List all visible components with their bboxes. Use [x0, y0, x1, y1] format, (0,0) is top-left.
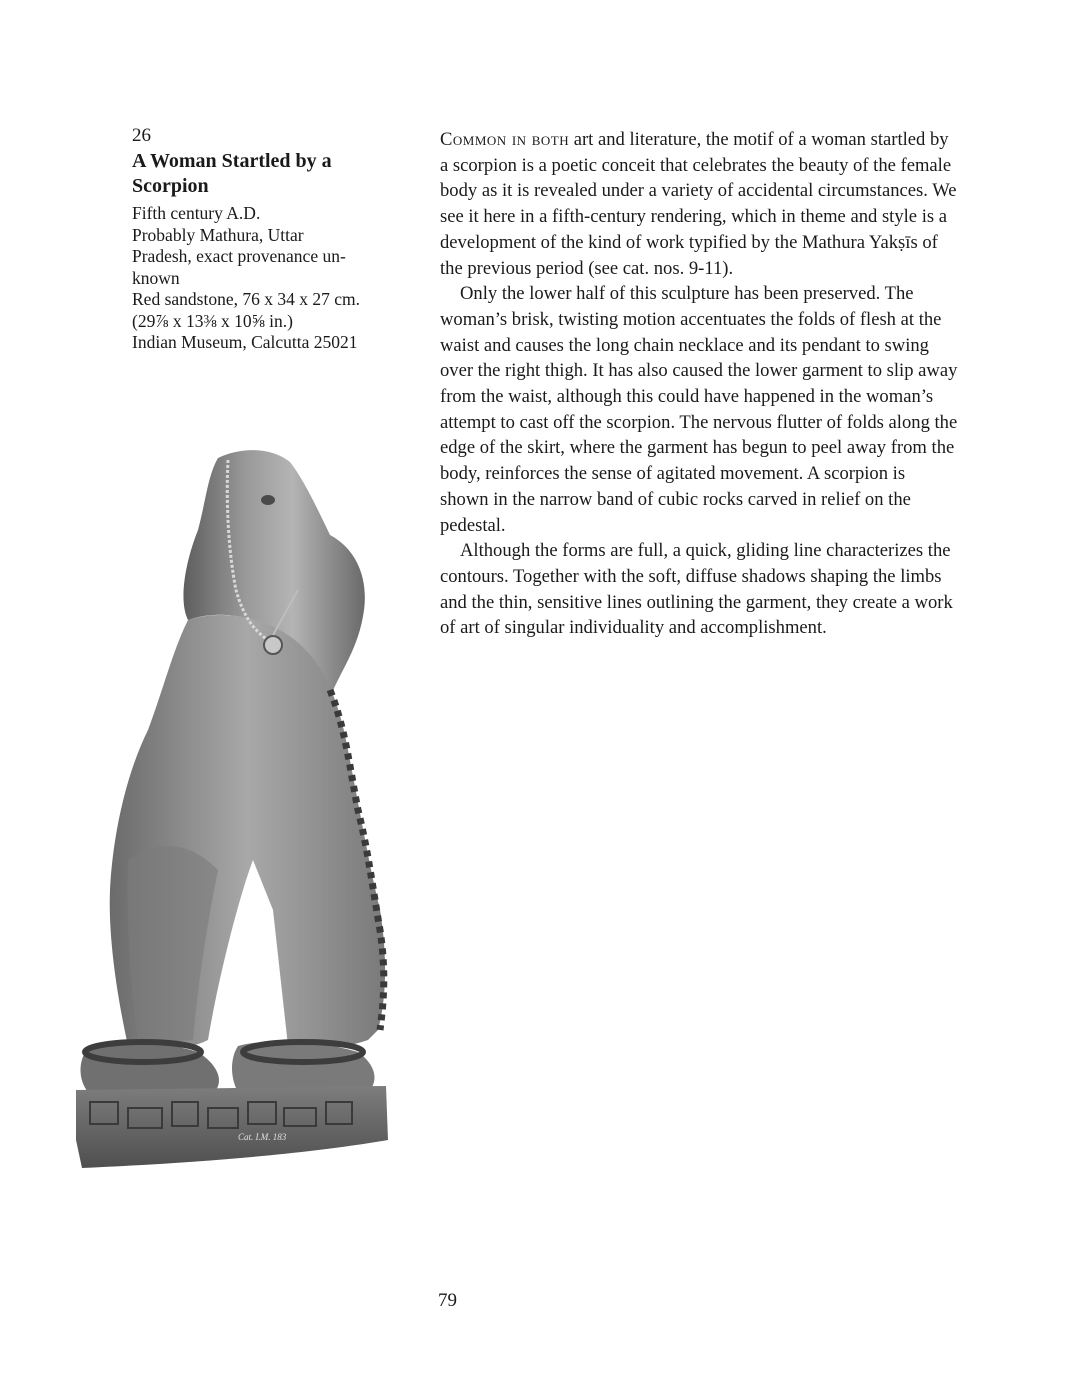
caption-material: Red sandstone, 76 x 34 x 27 cm. [132, 289, 360, 309]
lead-smallcaps: Common in both [440, 129, 570, 150]
catalog-title: A Woman Startled by a Scorpion [132, 150, 332, 197]
caption-collection: Indian Museum, Calcutta 25021 [132, 332, 358, 352]
sculpture-navel [261, 495, 275, 505]
caption-dimensions-in: (29⅞ x 13⅜ x 10⅝ in.) [132, 310, 293, 331]
paragraph-3: Although the forms are full, a quick, gliding line characterizes the contours. Together with the soft, diffuse shadows shaping the limbs and the thin, sensitive lines outlining the garment, they create a work of art of singular individuality and accomplishment. [440, 540, 953, 639]
page-number: 79 [438, 1290, 457, 1311]
essay-text [440, 127, 958, 641]
pedestal-inscription: Cat. I.M. 183 [238, 1132, 287, 1142]
sculpture-photo [68, 440, 398, 1172]
caption-date: Fifth century A.D. [132, 203, 261, 223]
paragraph-1 [440, 127, 958, 281]
catalog-caption [132, 124, 402, 354]
caption-provenance-1: Probably Mathura, Uttar [132, 224, 304, 245]
caption-provenance-2: Pradesh, exact provenance un- [132, 246, 346, 266]
catalog-number: 26 [132, 125, 151, 146]
sculpture-illustration [68, 440, 398, 1172]
paragraph-1-text: art and literature, the motif of a woman startled by a scorpion is a poetic conceit that celebrates the beauty of the female body as it is revealed under a variety of accidental circumstances. We see it here in a fifth-century rendering, which in theme and style is a development of the kind of work typified by the Mathura Yakṣīs of the previous period (see cat. nos. 9-11). [440, 129, 957, 279]
paragraph-2: Only the lower half of this sculpture has been preserved. The woman’s brisk, twisting motion accentuates the folds of flesh at the waist and causes the long chain necklace and its pendant to swing over the right thigh. It has also caused the lower garment to slip away from the waist, although this could have happened in the woman’s attempt to cast off the scorpion. The nervous flutter of folds along the edge of the skirt, where the garment has begun to peel away from the body, reinforces the sense of agitated movement. A scorpion is shown in the narrow band of cubic rocks carved in relief on the pedestal. [440, 283, 958, 536]
sculpture-pendant [264, 636, 282, 654]
caption-provenance-3: known [132, 267, 180, 288]
